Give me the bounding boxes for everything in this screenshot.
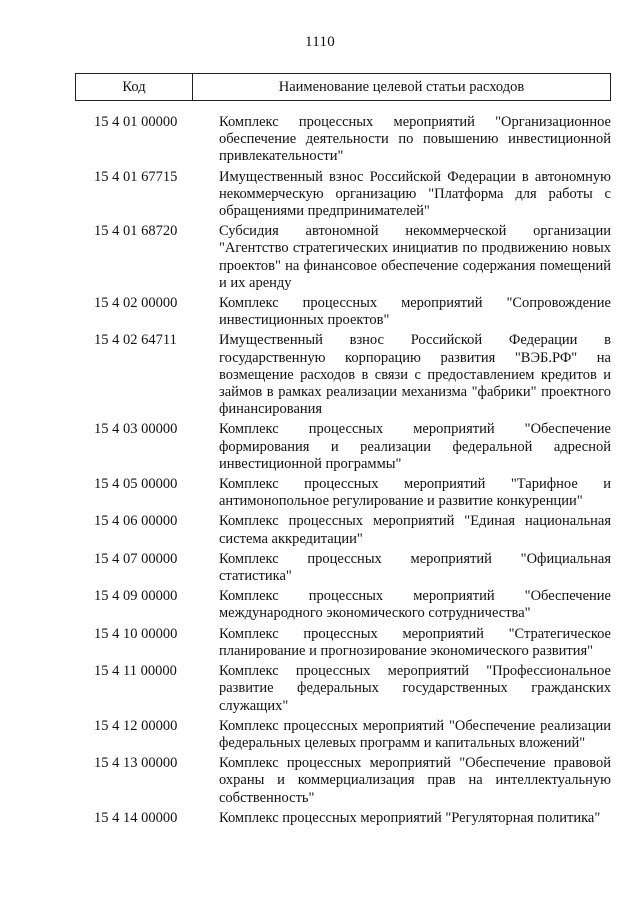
row-name: Комплекс процессных мероприятий "Регуляторная политика" xyxy=(219,809,601,826)
header-name: Наименование целевой статьи расходов xyxy=(278,78,525,95)
row-name: Комплекс процессных мероприятий "Тарифное и антимонопольное регулирование и развитие конкуренции" xyxy=(219,476,611,510)
table-row xyxy=(75,295,611,329)
row-code: 15 4 13 00000 xyxy=(94,755,178,772)
row-code: 15 4 06 00000 xyxy=(94,513,178,530)
table-row xyxy=(75,169,611,221)
table-row xyxy=(75,476,611,510)
row-name: Комплекс процессных мероприятий "Организационное обеспечение деятельности по повышению инвестиционной привлекательности" xyxy=(219,114,611,165)
table-row xyxy=(75,718,611,752)
table-row xyxy=(75,332,611,418)
row-name: Имущественный взнос Российской Федерации в автономную некоммерческую организацию "Платформа для работы с обращениями предпринимателей" xyxy=(219,168,611,220)
row-code: 15 4 03 00000 xyxy=(94,421,178,438)
row-name: Комплекс процессных мероприятий "Профессиональное развитие федеральных государственных гражданских служащих" xyxy=(219,663,611,714)
table-row xyxy=(75,588,611,622)
table-row xyxy=(75,551,611,585)
row-code: 15 4 01 68720 xyxy=(94,223,178,240)
row-code: 15 4 01 67715 xyxy=(94,168,178,185)
table-row xyxy=(75,663,611,715)
row-code: 15 4 07 00000 xyxy=(94,550,178,567)
table-row xyxy=(75,626,611,660)
table-row xyxy=(75,114,611,166)
row-code: 15 4 05 00000 xyxy=(94,476,178,493)
row-code: 15 4 02 64711 xyxy=(94,332,177,349)
row-code: 15 4 09 00000 xyxy=(94,588,178,605)
table-row xyxy=(75,810,611,827)
table-header xyxy=(75,73,611,101)
row-code: 15 4 14 00000 xyxy=(94,809,178,826)
row-name: Комплекс процессных мероприятий "Обеспечение международного экономического сотрудничества" xyxy=(219,588,611,622)
row-code: 15 4 10 00000 xyxy=(94,625,178,642)
table-row xyxy=(75,421,611,473)
row-name: Комплекс процессных мероприятий "Обеспечение реализации федеральных целевых программ и капитальных вложений" xyxy=(219,717,611,751)
expense-table xyxy=(75,73,611,830)
row-code: 15 4 02 00000 xyxy=(94,295,178,312)
row-code: 15 4 12 00000 xyxy=(94,717,178,734)
row-name: Комплекс процессных мероприятий "Сопровождение инвестиционных проектов" xyxy=(219,295,611,329)
table-body xyxy=(75,114,611,827)
row-code: 15 4 01 00000 xyxy=(94,114,178,130)
row-name: Комплекс процессных мероприятий "Официальная статистика" xyxy=(219,550,611,585)
row-name: Имущественный взнос Российской Федерации в государственную корпорацию развития "ВЭБ.РФ" на возмещение расходов в связи с предоставлением кредитов и займов в рамках реализации механизма "фабрики" проектного финансирования xyxy=(219,332,611,418)
table-row xyxy=(75,223,611,292)
table-row xyxy=(75,755,611,807)
row-name: Комплекс процессных мероприятий "Стратегическое планирование и прогнозирование экономического развития" xyxy=(219,625,611,659)
row-name: Субсидия автономной некоммерческой организации "Агентство стратегических инициатив по продвижению новых проектов" на финансовое обеспечение содержания помещений и их аренду xyxy=(219,223,611,291)
row-name: Комплекс процессных мероприятий "Обеспечение формирования и реализации федеральной адресной инвестиционной программы" xyxy=(219,421,611,472)
row-code: 15 4 11 00000 xyxy=(94,663,177,680)
page-number: 1110 xyxy=(304,34,336,50)
header-code: Код xyxy=(76,74,193,100)
row-name: Комплекс процессных мероприятий "Обеспечение правовой охраны и коммерциализация прав на интеллектуальную собственность" xyxy=(219,755,611,806)
table-row xyxy=(75,513,611,547)
row-name: Комплекс процессных мероприятий "Единая национальная система аккредитации" xyxy=(219,513,611,547)
